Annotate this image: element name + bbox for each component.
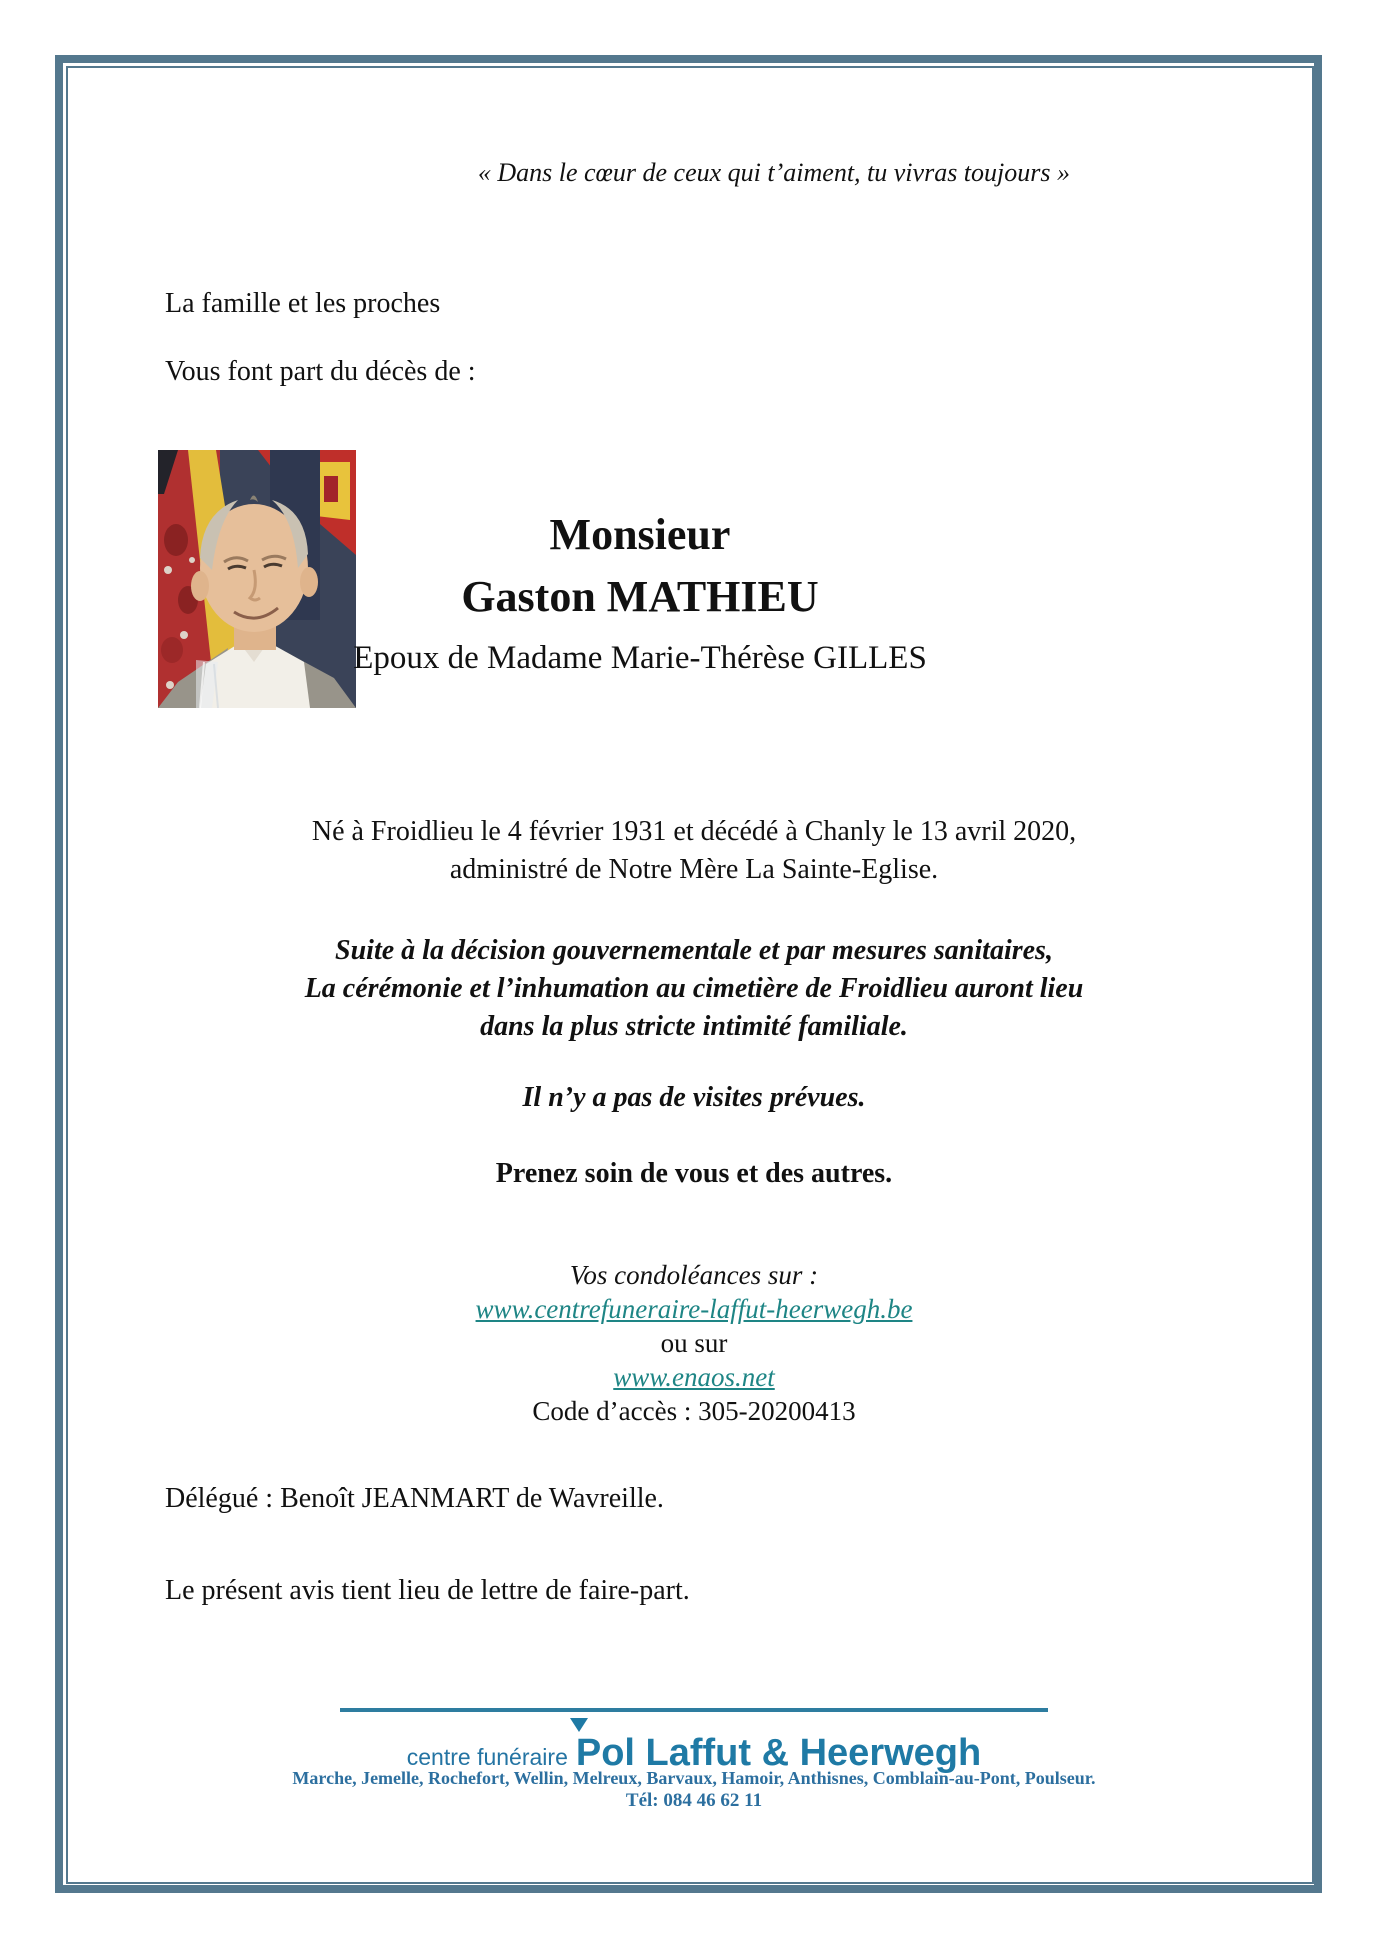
- deceased-title: Monsieur: [549, 510, 731, 559]
- access-code: Code d’accès : 305-20200413: [532, 1396, 856, 1426]
- memorial-quote: « Dans le cœur de ceux qui t’aiment, tu vivras toujours »: [477, 158, 1070, 187]
- funeral-home-name: Pol Laffut & Heerwegh: [576, 1732, 981, 1774]
- take-care-message: Prenez soin de vous et des autres.: [495, 1158, 893, 1189]
- funeral-home-phone: Tél: 084 46 62 11: [625, 1790, 763, 1811]
- footer-divider-line: [340, 1708, 1048, 1712]
- deceased-spouse-line: Epoux de Madame Marie-Thérèse GILLES: [353, 640, 927, 676]
- triangle-marker-icon: [570, 1718, 588, 1732]
- delegate-line: Délégué : Benoît JEANMART de Wavreille.: [165, 1483, 664, 1514]
- ceremony-notice-line3: dans la plus stricte intimité familiale.: [480, 1011, 908, 1042]
- funeral-home-prefix: centre funéraire: [406, 1744, 568, 1770]
- deceased-name: Gaston MATHIEU: [461, 572, 819, 621]
- no-visits-notice: Il n’y a pas de visites prévues.: [522, 1082, 866, 1113]
- life-dates-line2: administré de Notre Mère La Sainte-Eglise.: [449, 854, 939, 885]
- intro-family-line: La famille et les proches: [165, 288, 441, 319]
- letter-notice-line: Le présent avis tient lieu de lettre de faire-part.: [165, 1575, 690, 1606]
- condolences-link-enaos[interactable]: www.enaos.net: [613, 1362, 775, 1392]
- ceremony-notice: [0, 932, 1378, 1046]
- condolences-block: [0, 1258, 1378, 1428]
- ceremony-notice-line1: Suite à la décision gouvernementale et par mesures sanitaires,: [335, 935, 1053, 966]
- condolences-or-label: ou sur: [660, 1328, 728, 1358]
- life-dates-line1: Né à Froidlieu le 4 février 1931 et décédé à Chanly le 13 avril 2020,: [311, 816, 1077, 847]
- funeral-home-locations: Marche, Jemelle, Rochefort, Wellin, Melreux, Barvaux, Hamoir, Anthisnes, Comblain-au-Pont, Poulseur.: [292, 1768, 1096, 1788]
- deceased-heading: [0, 504, 1280, 682]
- life-dates: [0, 813, 1378, 889]
- intro-announcement-line: Vous font part du décès de :: [165, 356, 476, 387]
- ceremony-notice-line2: La cérémonie et l’inhumation au cimetière de Froidlieu auront lieu: [304, 973, 1084, 1004]
- condolences-intro: Vos condoléances sur :: [569, 1260, 819, 1290]
- condolences-link-funeral-home[interactable]: www.centrefuneraire-laffut-heerwegh.be: [475, 1294, 913, 1324]
